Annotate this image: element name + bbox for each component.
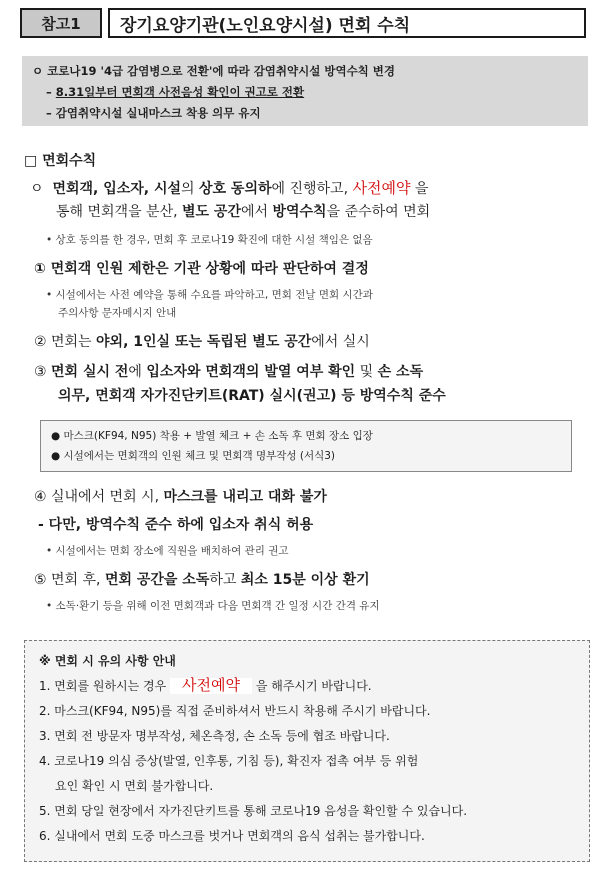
notice-line-3: – 감염취약시설 실내마스크 착용 의무 유지 xyxy=(46,106,261,120)
item3-a: ③ xyxy=(34,364,52,380)
checklist-box xyxy=(40,420,572,472)
guide-1-a: 1. 면회를 원하시는 경우 xyxy=(39,679,171,693)
item2-b: 야외, 1인실 또는 독립된 별도 공간 xyxy=(96,334,312,350)
item-3-line-2: 의무, 면회객 자가진단키트(RAT) 실시(권고) 등 방역수칙 준수 xyxy=(58,388,446,404)
section-title: □ 면회수칙 xyxy=(24,153,97,169)
p1-text-e: 을 xyxy=(410,181,429,197)
item-4-sub: - 다만, 방역수칙 준수 하에 입소자 취식 허용 xyxy=(38,517,314,533)
p1l2-e: 을 준수하여 면회 xyxy=(326,204,431,220)
guide-item-5: 5. 면회 당일 현장에서 자가진단키트를 통해 코로나19 음성을 확인할 수 있습니다. xyxy=(39,804,468,818)
item-1: ① 면회객 인원 제한은 기관 상황에 따라 판단하여 결정 xyxy=(34,261,369,277)
note-3: • 시설에서는 면회 장소에 직원을 배치하여 관리 권고 xyxy=(46,545,289,557)
guide-item-2: 2. 마스크(KF94, N95)를 직접 준비하셔서 반드시 착용해 주시기 바랍니다. xyxy=(39,704,431,718)
p1l2-b: 별도 공간 xyxy=(182,204,241,220)
item4-b: 마스크를 내리고 대화 불가 xyxy=(163,489,327,505)
item5-a: ⑤ 면회 후, xyxy=(34,572,105,588)
guide-box xyxy=(24,640,590,862)
item5-d: 최소 15분 이상 환기 xyxy=(240,572,370,588)
item5-c: 하고 xyxy=(209,572,241,588)
page-title xyxy=(108,8,586,38)
note-1: • 상호 동의를 한 경우, 면회 후 코로나19 확진에 대한 시설 책임은 없음 xyxy=(46,234,373,246)
p1l2-c: 에서 xyxy=(240,204,273,220)
guide-item-4-line-1: 4. 코로나19 의심 증상(발열, 인후통, 기침 등), 확진자 접촉 여부 등 위험 xyxy=(39,754,419,768)
guide-item-4-line-2: 요인 확인 시 면회 불가합니다. xyxy=(55,779,214,793)
notice-box xyxy=(22,56,588,126)
p1-bold-c: 상호 동의하 xyxy=(199,181,272,197)
notice-line-2-dash: – xyxy=(46,85,56,99)
note-2-line-2: 주의사항 문자메시지 안내 xyxy=(58,307,177,319)
item3-f: 손 소독 xyxy=(377,364,424,380)
item4-a: ④ 실내에서 면회 시, xyxy=(34,489,164,505)
main-paragraph-1 xyxy=(30,178,428,200)
notice-line-2-underlined: 8.31일부터 면회객 사전음성 확인이 권고로 전환 xyxy=(55,85,305,99)
checklist-line-1: ● 마스크(KF94, N95) 착용 + 발열 체크 + 손 소독 후 면회 장소 입장 xyxy=(51,430,373,442)
item-3-line-1 xyxy=(34,361,423,383)
guide-item-1 xyxy=(39,674,575,699)
item3-d: 입소자와 면회객의 발열 여부 확인 xyxy=(146,364,356,380)
guide-1-red: 사전예약 xyxy=(170,678,252,694)
header-tag xyxy=(20,8,102,38)
p1-text-d: 에 진행하고, xyxy=(271,181,353,197)
p1-text-b: 의 xyxy=(181,181,199,197)
notice-line-2 xyxy=(32,82,578,103)
item3-e: 및 xyxy=(355,364,378,380)
bullet-mark: ㅇ xyxy=(30,181,44,197)
item2-a: ② 면회는 xyxy=(34,334,97,350)
main-paragraph-1-line-2 xyxy=(56,201,430,223)
checklist-line-2: ● 시설에서는 면회객의 인원 체크 및 면회객 명부작성 (서식3) xyxy=(51,450,336,462)
p1l2-d: 방역수칙 xyxy=(272,204,327,220)
notice-line-1: ㅇ 코로나19 '4급 감염병으로 전환'에 따라 감염취약시설 방역수칙 변경 xyxy=(32,64,396,78)
note-4: • 소독·환기 등을 위해 이전 면회객과 다음 면회객 간 일정 시간 간격 유지 xyxy=(46,600,380,612)
item-4 xyxy=(34,486,327,508)
p1l2-a: 통해 면회객을 분산, xyxy=(56,204,182,220)
guide-title: ※ 면회 시 유의 사항 안내 xyxy=(39,654,176,668)
item2-c: 에서 실시 xyxy=(311,334,370,350)
note-2-line-1: • 시설에서는 사전 예약을 통해 수요를 파악하고, 면회 전날 면회 시간과 xyxy=(46,289,373,301)
item-2 xyxy=(34,331,370,353)
item5-b: 면회 공간을 소독 xyxy=(104,572,210,588)
guide-1-b: 을 해주시기 바랍니다. xyxy=(252,679,372,693)
item3-c: 에 xyxy=(128,364,147,380)
p1-red-reservation: 사전예약 xyxy=(352,181,411,197)
page-title-text: 장기요양기관(노인요양시설) 면회 수칙 xyxy=(120,15,411,36)
header-tag-text: 참고1 xyxy=(41,14,81,33)
guide-item-3: 3. 면회 전 방문자 명부작성, 체온측정, 손 소독 등에 협조 바랍니다. xyxy=(39,729,390,743)
item3-b: 면회 실시 전 xyxy=(51,364,129,380)
guide-item-6: 6. 실내에서 면회 도중 마스크를 벗거나 면회객의 음식 섭취는 불가합니다. xyxy=(39,829,425,843)
p1-bold-a: 면회객, 입소자, 시설 xyxy=(52,181,182,197)
item-5 xyxy=(34,569,370,591)
